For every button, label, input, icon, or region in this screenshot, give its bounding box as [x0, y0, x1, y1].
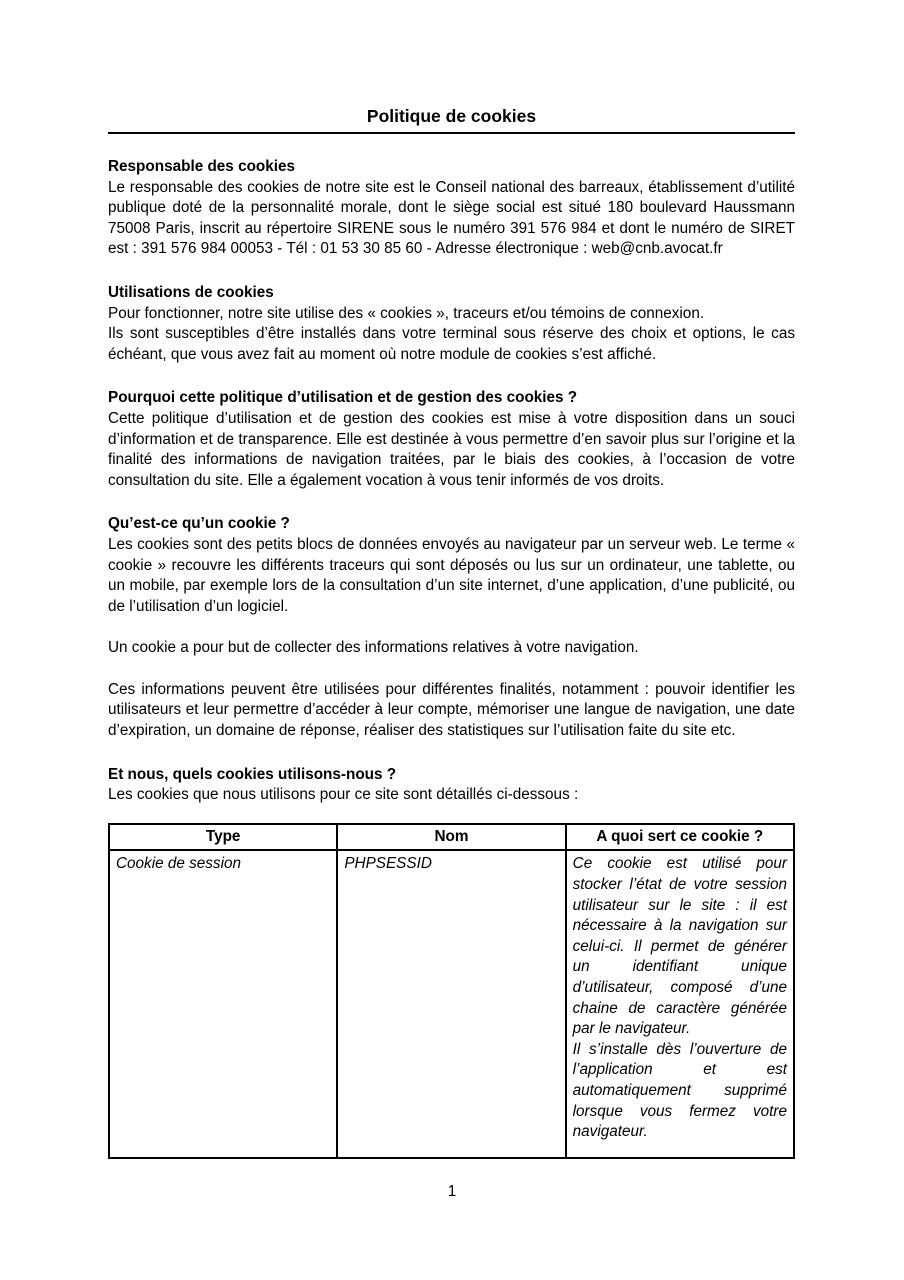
cell-cookie-name: PHPSESSID: [337, 850, 565, 1158]
section-heading: Qu’est-ce qu’un cookie ?: [108, 515, 290, 533]
paragraph: Un cookie a pour but de collecter des informations relatives à votre navigation.: [108, 639, 639, 657]
table-row: [109, 850, 794, 1158]
section-utilisations-de-cookies: [108, 283, 795, 365]
cell-cookie-purpose: [566, 850, 794, 1158]
section-responsable-des-cookies: [108, 157, 795, 260]
paragraph: Les cookies que nous utilisons pour ce site sont détaillés ci-dessous :: [108, 786, 579, 804]
column-header-purpose: A quoi sert ce cookie ?: [566, 824, 794, 851]
cookies-table: [108, 823, 795, 1160]
paragraph: Cette politique d’utilisation et de gestion des cookies est mise à votre disposition dans un souci d’information et de transparence. Elle est destinée à vous permettre d’en savoir plus sur l’origine et la finalité des informations de navigation traitées, par le biais des cookies, à l’occasion de votre consultation du site. Elle a également vocation à vous tenir informés de vos droits.: [108, 409, 795, 489]
page-number: 1: [447, 1183, 457, 1200]
purpose-paragraph: Ce cookie est utilisé pour stocker l’état de votre session utilisateur sur le site : il est nécessaire à la navigation sur celui-ci. Il permet de générer un identifiant unique d’utilisateur, composé d’une chaine de caractère générée par le navigateur.: [572, 855, 787, 1038]
page-title: Politique de cookies: [108, 106, 795, 134]
paragraph: Ces informations peuvent être utilisées pour différentes finalités, notamment : pouvoir identifier les utilisateurs et leur permettre d’accéder à leur compte, mémoriser une langue de navigation, une date d’expiration, un domaine de réponse, réaliser des statistiques sur l’utilisation faite du site etc.: [108, 680, 795, 740]
cookies-table-header: [109, 824, 794, 851]
section-heading: Responsable des cookies: [108, 158, 296, 175]
cell-cookie-type: Cookie de session: [109, 850, 337, 1158]
section-pourquoi-cette-politique: [108, 388, 795, 491]
paragraph: Pour fonctionner, notre site utilise des « cookies », traceurs et/ou témoins de connexion.: [108, 304, 705, 322]
cookies-table-body: [109, 850, 794, 1158]
column-header-type: Type: [109, 824, 337, 851]
section-heading: Pourquoi cette politique d’utilisation et de gestion des cookies ?: [108, 389, 578, 407]
purpose-paragraph: Il s’installe dès l’ouverture de l’application et est automatiquement supprimé lorsque vous fermez votre navigateur.: [572, 1040, 787, 1141]
section-heading: Et nous, quels cookies utilisons-nous ?: [108, 765, 397, 783]
column-header-nom: Nom: [337, 824, 565, 851]
document-content: [108, 106, 795, 1159]
paragraph: Les cookies sont des petits blocs de données envoyés au navigateur par un serveur web. Le terme « cookie » recouvre les différents traceurs qui sont déposés ou lus sur un ordinateur, une tablette, ou un mobile, par exemple lors de la consultation d’un site internet, d’une application, d’une publicité, ou de l’utilisation d’un logiciel.: [108, 535, 795, 615]
section-heading: Utilisations de cookies: [108, 283, 274, 301]
paragraph: Le responsable des cookies de notre site est le Conseil national des barreaux, établissement d’utilité publique doté de la personnalité morale, dont le siège social est situé 180 boulevard Haussmann 75008 Paris, inscrit au répertoire SIRENE sous le numéro 391 576 984 et dont le numéro de SIRET est : 391 576 984 00053 - Tél : 01 53 30 85 60 - Adresse électronique : web@cnb.avocat.fr: [108, 178, 795, 258]
header-row: [109, 824, 794, 851]
paragraph: Ils sont susceptibles d’être installés dans votre terminal sous réserve des choix et options, le cas échéant, que vous avez fait au moment où notre module de cookies s’est affiché.: [108, 325, 795, 363]
section-quels-cookies-utilisons-nous: [108, 765, 795, 806]
section-quest-ce-quun-cookie: [108, 514, 795, 741]
